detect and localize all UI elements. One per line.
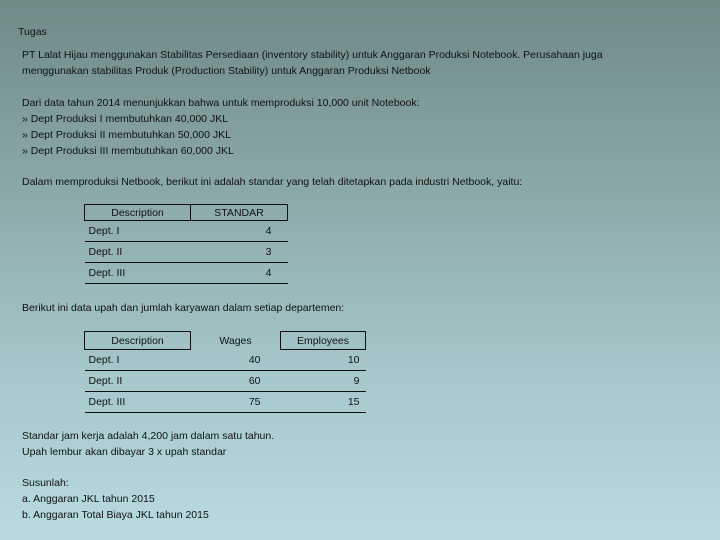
table2-employees: 9 (281, 371, 366, 392)
table-row (85, 371, 366, 392)
table1-header-description: Description (85, 205, 191, 221)
table2-dept: Dept. II (85, 371, 191, 392)
table2-header-employees: Employees (281, 332, 366, 350)
table1-header-standar: STANDAR (191, 205, 288, 221)
table2-employees: 15 (281, 392, 366, 413)
task-b: b. Anggaran Total Biaya JKL tahun 2015 (22, 509, 209, 521)
wage-intro: Berikut ini data upah dan jumlah karyawan dalam setiap departemen: (22, 302, 345, 314)
wages-table (84, 331, 366, 413)
table-row (85, 263, 288, 284)
table1-standar: 4 (191, 263, 288, 284)
table2-wages: 40 (191, 350, 281, 371)
data2014-line-2: » Dept Produksi I membutuhkan 40,000 JKL (22, 113, 229, 125)
table2-employees: 10 (281, 350, 366, 371)
table2-wages: 60 (191, 371, 281, 392)
tasks-heading: Susunlah: (22, 477, 69, 489)
table2-dept: Dept. III (85, 392, 191, 413)
intro-line-2: menggunakan stabilitas Produk (Production Stability) untuk Anggaran Produksi Netbook (22, 65, 431, 77)
table1-dept: Dept. I (85, 221, 191, 242)
netbook-intro: Dalam memproduksi Netbook, berikut ini adalah standar yang telah ditetapkan pada industri Netbook, yaitu: (22, 176, 523, 188)
table2-wages: 75 (191, 392, 281, 413)
table-row (85, 350, 366, 371)
data2014-line-4: » Dept Produksi III membutuhkan 60,000 JKL (22, 145, 234, 157)
table-row (85, 392, 366, 413)
table1-dept: Dept. III (85, 263, 191, 284)
title: Tugas (18, 26, 47, 38)
data2014-line-1: Dari data tahun 2014 menunjukkan bahwa untuk memproduksi 10,000 unit Notebook: (22, 97, 420, 109)
table2-header-wages: Wages (219, 334, 252, 347)
table1-dept: Dept. II (85, 242, 191, 263)
note-line-2: Upah lembur akan dibayar 3 x upah standar (22, 446, 227, 458)
intro-line-1: PT Lalat Hijau menggunakan Stabilitas Persediaan (inventory stability) untuk Anggaran Produksi Notebook. Perusahaan juga (22, 49, 603, 61)
table-row (85, 221, 288, 242)
table2-header-description: Description (85, 332, 191, 350)
data2014-line-3: » Dept Produksi II membutuhkan 50,000 JKL (22, 129, 231, 141)
table2-dept: Dept. I (85, 350, 191, 371)
note-line-1: Standar jam kerja adalah 4,200 jam dalam satu tahun. (22, 430, 275, 442)
standard-table (84, 204, 288, 284)
task-a: a. Anggaran JKL tahun 2015 (22, 493, 155, 505)
table1-standar: 3 (191, 242, 288, 263)
table1-standar: 4 (191, 221, 288, 242)
table-row (85, 242, 288, 263)
